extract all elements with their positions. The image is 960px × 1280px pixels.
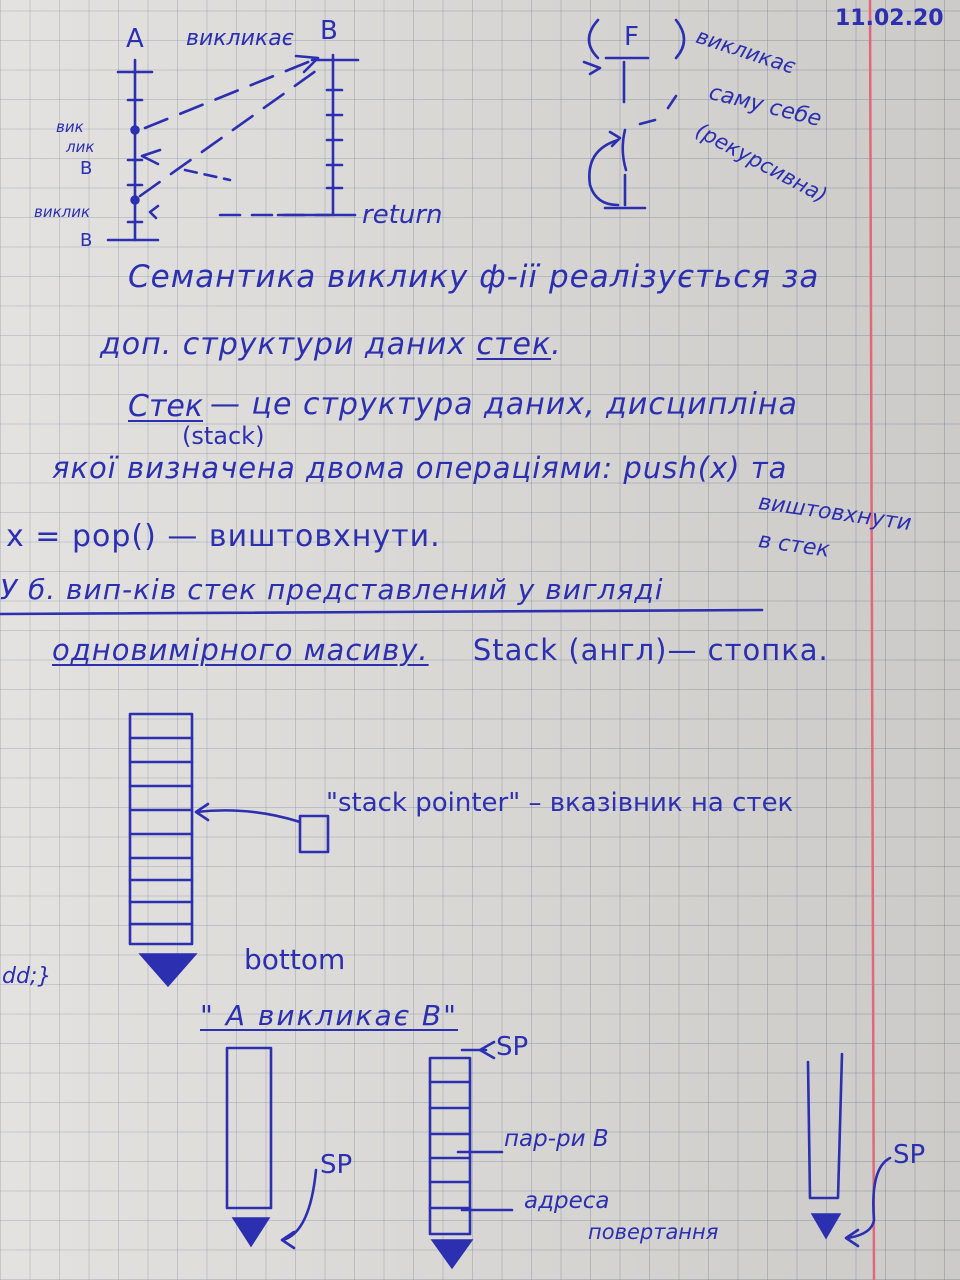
semantics-line-2-pre: доп. структури даних bbox=[100, 327, 466, 362]
date: 11.02.20 bbox=[835, 6, 944, 31]
timeline-b bbox=[278, 55, 358, 215]
sp-label-2: SP bbox=[496, 1032, 529, 1062]
usage-line-2-post: Stack (англ)— стопка. bbox=[472, 633, 829, 667]
recursion-note-3: (рекурсивна) bbox=[691, 118, 832, 208]
stack-pointer-label: "stack pointer" – вказівник на стек bbox=[326, 788, 794, 818]
label-a: A bbox=[126, 24, 144, 54]
call-b-label-1a: вик bbox=[56, 118, 84, 136]
stack-term-inline: стек bbox=[476, 327, 552, 362]
recursion-note-1: викликає bbox=[693, 24, 799, 79]
usage-line-2-underlined: одновимірного масиву. bbox=[52, 633, 429, 667]
underline-divider bbox=[0, 610, 762, 614]
call-b-label-2b: B bbox=[80, 230, 93, 251]
stack-definition-line-2: якої визначена двома операціями: push(x) та bbox=[52, 451, 788, 485]
sp-label-1: SP bbox=[320, 1150, 353, 1180]
period: . bbox=[551, 327, 562, 362]
stack-english: (stack) bbox=[182, 422, 265, 450]
params-label: пар-ри B bbox=[504, 1126, 609, 1152]
stack-definition-line-1: — це структура даних, дисципліна bbox=[210, 387, 798, 422]
push-note-2: в стек bbox=[756, 528, 832, 563]
label-calls: викликає bbox=[186, 26, 294, 51]
address-label-2: повертання bbox=[588, 1220, 719, 1244]
call-b-label-1c: B bbox=[80, 158, 93, 179]
usage-line-1-pre: У б. вип-ків bbox=[0, 573, 178, 606]
semantics-line-2 bbox=[100, 327, 562, 362]
push-note-1: виштовхнути bbox=[756, 490, 913, 537]
usage-line-2 bbox=[52, 633, 829, 667]
side-note: dd;} bbox=[2, 964, 52, 989]
return-label: return bbox=[362, 200, 443, 230]
call-b-label-2a: виклик bbox=[34, 203, 91, 221]
bottom-label: bottom bbox=[244, 943, 346, 976]
usage-line-1-underlined: стек представлений у вигляді bbox=[187, 573, 664, 606]
margin-line bbox=[870, 0, 874, 1280]
label-b: B bbox=[320, 16, 338, 46]
address-label-1: адреса bbox=[524, 1188, 610, 1214]
semantics-line-1: Семантика виклику ф-ії реалізується за bbox=[128, 259, 820, 295]
label-f: F bbox=[624, 22, 639, 52]
usage-line-1 bbox=[0, 573, 664, 606]
stack-term: Стек bbox=[128, 389, 203, 424]
recursion-note-2: саму себе bbox=[706, 80, 824, 133]
bottom-title: " A викликає B" bbox=[200, 999, 458, 1032]
bottom-stack-2 bbox=[430, 1042, 512, 1268]
bottom-stack-1 bbox=[227, 1048, 316, 1248]
stack-definition-line-3: x = pop() — виштовхнути. bbox=[6, 519, 441, 554]
call-arrows bbox=[140, 56, 330, 218]
bottom-stack-3 bbox=[808, 1054, 890, 1246]
sp-label-3: SP bbox=[893, 1140, 926, 1170]
call-b-label-1b: лик bbox=[66, 138, 95, 156]
